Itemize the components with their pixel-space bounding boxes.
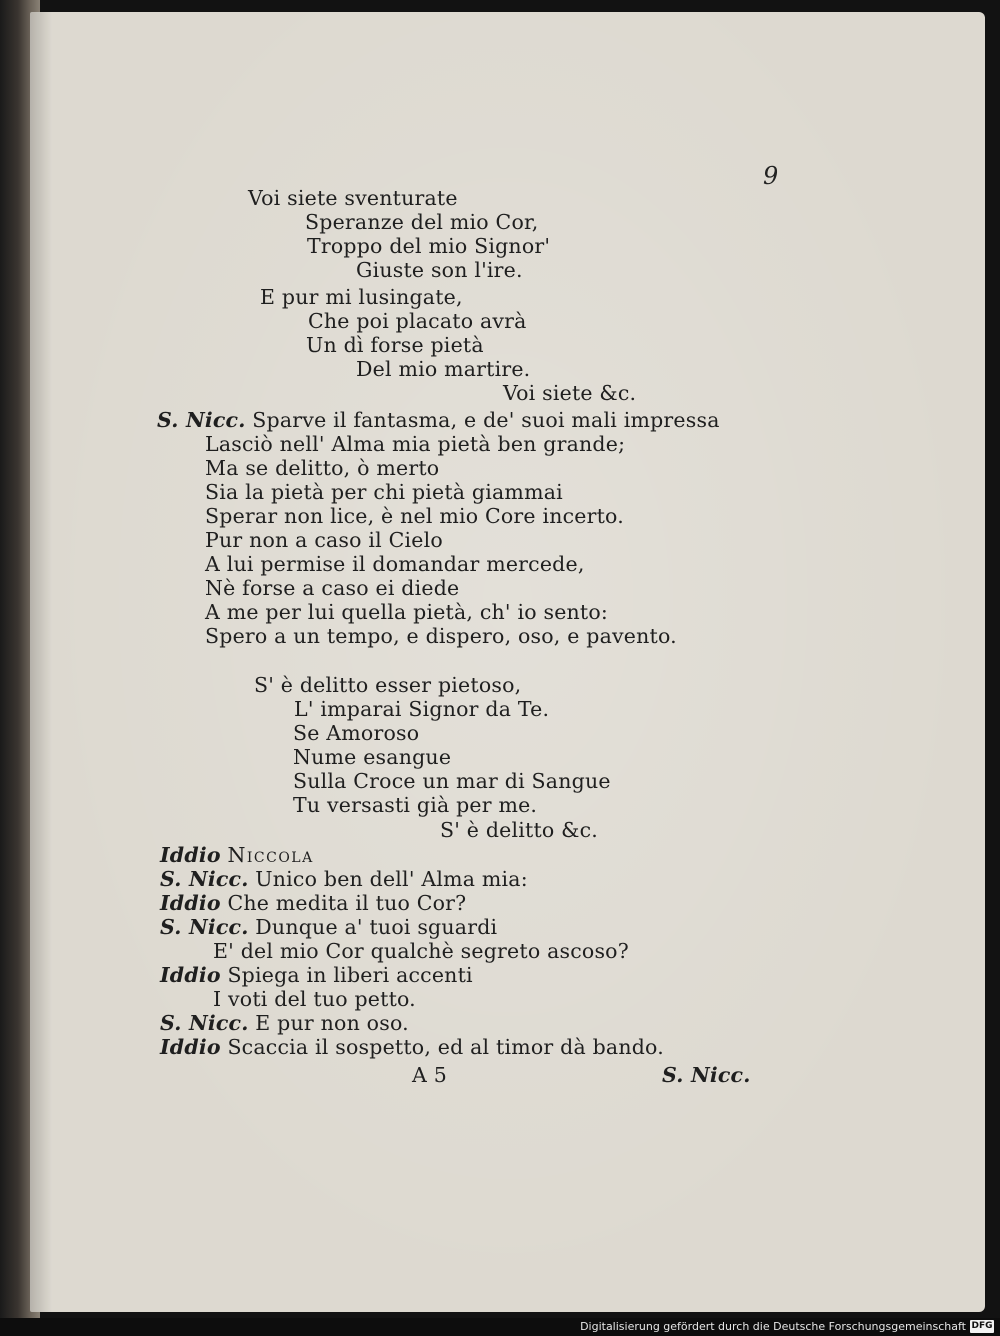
verse-line: E' del mio Cor qualchè segreto ascoso? — [213, 939, 629, 963]
dialogue-line: Iddio Che medita il tuo Cor? — [160, 891, 467, 915]
verse-line: Giuste son l'ire. — [356, 258, 523, 282]
verse-line: Sperar non lice, è nel mio Core incerto. — [205, 504, 624, 528]
verse-line: S' è delitto esser pietoso, — [254, 673, 522, 697]
speaker-label: S. Nicc. — [160, 867, 249, 891]
speaker-label: Iddio — [160, 891, 221, 915]
verse-line: Troppo del mio Signor' — [307, 234, 551, 258]
verse-line: Spero a un tempo, e dispero, oso, e pavento. — [205, 624, 677, 648]
verse-line: Sia la pietà per chi pietà giammai — [205, 480, 563, 504]
speaker-label: Iddio — [160, 963, 221, 987]
catchword: S. Nicc. — [662, 1063, 751, 1087]
verse-line: L' imparai Signor da Te. — [294, 697, 550, 721]
verse-line: Nume esangue — [293, 745, 452, 769]
verse-line: Ma se delitto, ò merto — [205, 456, 440, 480]
dialogue-line: S. Nicc. E pur non oso. — [160, 1011, 409, 1035]
dialogue-line: Iddio Spiega in liberi accenti — [160, 963, 473, 987]
dialogue-line: S. Nicc. Sparve il fantasma, e de' suoi mali impressa — [157, 408, 720, 432]
verse-line: Del mio martire. — [356, 357, 531, 381]
verse-line: Voi siete sventurate — [248, 186, 458, 210]
speaker-label: S. Nicc. — [160, 1011, 249, 1035]
verse-line: Se Amoroso — [293, 721, 420, 745]
verse-line: Voi siete &c. — [503, 381, 637, 405]
book-page — [30, 12, 985, 1312]
verse-line: Lasciò nell' Alma mia pietà ben grande; — [205, 432, 626, 456]
verse-line: Sulla Croce un mar di Sangue — [293, 769, 611, 793]
speaker-label: Iddio — [160, 1035, 221, 1059]
verse-line: Pur non a caso il Cielo — [205, 528, 443, 552]
verse-line: A lui permise il domandar mercede, — [205, 552, 585, 576]
speaker-label: S. Nicc. — [160, 915, 249, 939]
verse-line: Tu versasti già per me. — [293, 793, 538, 817]
page-number: 9 — [763, 162, 779, 190]
verse-line: Un dì forse pietà — [306, 333, 484, 357]
speaker-label: Iddio — [160, 843, 221, 867]
dialogue-line: Iddio Scaccia il sospetto, ed al timor dà bando. — [160, 1035, 664, 1059]
verse-line: Nè forse a caso ei diede — [205, 576, 460, 600]
dfg-logo: DFG — [971, 1321, 993, 1331]
libretto-text — [30, 12, 985, 1312]
signature-mark: A 5 — [412, 1063, 447, 1087]
dialogue-line: Iddio Niccola — [160, 843, 314, 867]
dialogue-line: S. Nicc. Unico ben dell' Alma mia: — [160, 867, 528, 891]
verse-line: Speranze del mio Cor, — [305, 210, 539, 234]
speaker-label: S. Nicc. — [157, 408, 246, 432]
verse-line: A me per lui quella pietà, ch' io sento: — [205, 600, 609, 624]
footer-bar — [0, 1318, 1000, 1336]
verse-line: E pur mi lusingate, — [260, 285, 463, 309]
funding-credit: Digitalisierung gefördert durch die Deutsche Forschungsgemeinschaft — [580, 1320, 966, 1333]
verse-line: I voti del tuo petto. — [213, 987, 416, 1011]
verse-line: Che poi placato avrà — [308, 309, 527, 333]
verse-line: S' è delitto &c. — [440, 818, 598, 842]
dialogue-line: S. Nicc. Dunque a' tuoi sguardi — [160, 915, 498, 939]
